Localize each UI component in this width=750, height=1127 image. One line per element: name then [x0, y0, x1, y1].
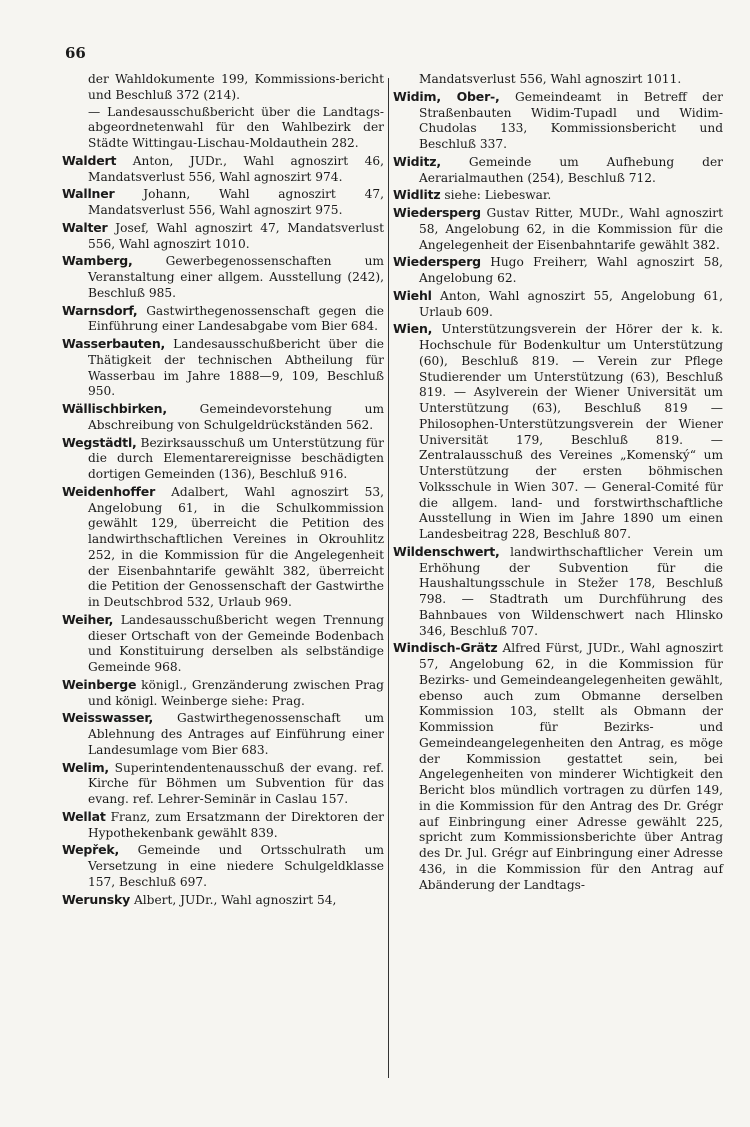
entry-text: Franz, zum Ersatzmann der Direktoren der Hypothekenbank gewählt 839. [88, 809, 384, 840]
entry-headword: Wiedersperg [393, 205, 481, 220]
entry-headword: Werunsky [62, 891, 131, 907]
entry-headword: Wasserbauten, [62, 336, 166, 351]
index-entry [62, 253, 384, 301]
entry-text: Gustav Ritter, MUDr., Wahl agnoszirt 58, Angelobung 62, in die Kommission für die Angelegenheit der Eisenbahntarife gewählt 382. [419, 206, 723, 252]
entry-headword: Widim, Ober-, [393, 88, 500, 104]
entry-text: Unterstützungsverein der Hörer der k. k. Hochschule für Bodenkultur um Unterstützung (60), Beschluß 819. — Verein zur Pflege Studierender um Unterstützung (63), Beschluß 819. — Asylverein der Wiener Universität um Unterstützung (63), Beschluß 819 — Philosophen-Unterstützungsverein der Wiener Universität 179, Beschluß 819. — Zentralausschuß des Vereines „Komenský“ um Unterstützung der ersten böhmischen Volksschule in Wien 307. — General-Comité für die allgem. land- und forstwirthschaftliche Ausstellung in Wien im Jahre 1890 um einen Landesbeitrag 228, Beschluß 807. [419, 322, 723, 541]
index-entry [62, 336, 384, 400]
entry-text: Gastwirthegenossenschaft gegen die Einführung einer Landesabgabe vom Bier 684. [88, 303, 385, 334]
index-entry [393, 288, 723, 321]
entry-text: Mandatsverlust 556, Wahl agnoszirt 1011. [419, 72, 682, 86]
entry-headword: Windisch-Grätz [393, 640, 498, 656]
index-entry [393, 321, 723, 543]
entry-text: Anton, Wahl agnoszirt 55, Angelobung 61, Urlaub 609. [419, 288, 723, 319]
entry-headword: Wiehl [393, 287, 432, 303]
index-column-left [62, 72, 384, 909]
entry-headword: Warnsdorf, [62, 302, 138, 318]
entry-headword: Weiher, [62, 611, 114, 627]
entry-text: Adalbert, Wahl agnoszirt 53, Angelobung 61, in die Schulkommission gewählt 129, überreicht die Petition des landwirthschaftlichen Vereines in Okrouhlitz 252, in die Kommission für die Angelegenheit der Eisenbahntarife gewählt 382, überreicht die Petition der Genossenschaft der Gastwirthe in Deutschbrod 532, Urlaub 969. [88, 484, 385, 609]
entry-headword: Widitz, [393, 153, 441, 169]
index-entry [62, 484, 384, 611]
entry-headword: Wiedersperg [393, 254, 481, 270]
entry-text: königl., Grenzänderung zwischen Prag und königl. Weinberge siehe: Prag. [88, 677, 384, 708]
entry-text: Gemeindeamt in Betreff der Straßenbauten Widim-Tupadl und Widim-Chudolas 133, Kommissionsbericht und Beschluß 337. [419, 89, 723, 151]
entry-text: Gemeinde und Ortsschulrath um Versetzung in eine niedere Schulgeldklasse 157, Beschluß 697. [88, 843, 384, 889]
entry-headword: Wien, [393, 321, 433, 337]
index-entry [62, 105, 384, 152]
entry-headword: Wepřek, [62, 842, 120, 858]
entry-text: — Landesausschußbericht über die Landtags-abgeordnetenwahl für den Wahlbezirk der Städte Wittingau-Lischau-Moldauthein 282. [88, 104, 384, 150]
index-entry [393, 544, 723, 640]
entry-headword: Weidenhoffer [62, 483, 156, 499]
entry-text: Bezirksausschuß um Unterstützung für die durch Elementarereignisse beschädigten dortigen Gemeinden (136), Beschluß 916. [88, 435, 385, 481]
entry-text: Alfred Fürst, JUDr., Wahl agnoszirt 57, Angelobung 62, in die Kommission für Bezirks- und Gemeindeangelegenheiten gewählt, ebenso auch zum Obmanne derselben Kommission 103, stellt als Obmann der Kommission für Bezirks- und Gemeindeangelegenheiten den Antrag, es möge der Kommission gestattet sein, bei Angelegenheiten von minderer Wichtigkeit den Bericht blos mündlich vortragen zu dürfen 149, in die Kommission für den Antrag des Dr. Grégr auf Einbringung einer Adresse gewählt 225, spricht zum Kommissionsberichte über Antrag des Dr. Jul. Grégr auf Einbringung einer Adresse 436, in die Kommission für den Antrag auf Abänderung der Landtags- [419, 641, 723, 892]
index-entry [62, 401, 384, 434]
index-entry [62, 153, 384, 186]
index-entry [62, 809, 384, 842]
entry-text: Josef, Wahl agnoszirt 47, Mandatsverlust 556, Wahl agnoszirt 1010. [88, 220, 384, 251]
index-entry [393, 72, 723, 88]
entry-text: Gastwirthegenossenschaft um Ablehnung des Antrages auf Einführung einer Landesumlage vom Bier 683. [88, 711, 384, 757]
index-entry [393, 205, 723, 253]
entry-text: der Wahldokumente 199, Kommissions-bericht und Beschluß 372 (214). [88, 72, 384, 102]
entry-headword: Weinberge [62, 676, 137, 692]
index-entry [62, 677, 384, 710]
index-entry [393, 640, 723, 893]
index-entry [62, 72, 384, 104]
index-entry [393, 154, 723, 187]
entry-text: Gewerbegenossenschaften um Veranstaltung einer allgem. Ausstellung (242), Beschluß 985. [88, 254, 384, 300]
index-entry [62, 435, 384, 483]
column-divider [388, 78, 389, 1078]
entry-headword: Welim, [62, 759, 109, 775]
page-number: 66 [65, 44, 86, 62]
entry-text: landwirthschaftlicher Verein um Erhöhung der Subvention für die Haushaltungsschule in Stežer 178, Beschluß 798. — Stadtrath um Durchführung des Bahnbaues von Wildenschwert nach Hlinsko 346, Beschluß 707. [419, 544, 723, 638]
entry-text: Landesausschußbericht wegen Trennung dieser Ortschaft von der Gemeinde Bodenbach und Konstituirung derselben als selbständige Gemeinde 968. [88, 612, 384, 674]
entry-headword: Wildenschwert, [393, 543, 500, 559]
entry-headword: Wellat [62, 808, 106, 824]
entry-text: Albert, JUDr., Wahl agnoszirt 54, [133, 892, 337, 907]
entry-headword: Wällischbirken, [62, 401, 167, 416]
entry-text: siehe: Liebeswar. [444, 188, 552, 203]
entry-headword: Wegstädtl, [62, 434, 137, 450]
entry-text: Anton, JUDr., Wahl agnoszirt 46, Mandatsverlust 556, Wahl agnoszirt 974. [88, 153, 384, 184]
index-entry [62, 186, 384, 219]
index-entry [393, 254, 723, 287]
entry-text: Johann, Wahl agnoszirt 47, Mandatsverlust 556, Wahl agnoszirt 975. [88, 187, 384, 217]
index-entry [62, 760, 384, 808]
entry-headword: Widlitz [393, 187, 441, 203]
entry-headword: Weisswasser, [62, 710, 154, 726]
index-entry [62, 710, 384, 758]
index-entry [393, 89, 723, 153]
entry-headword: Wamberg, [62, 253, 133, 269]
index-entry [62, 303, 384, 336]
entry-text: Hugo Freiherr, Wahl agnoszirt 58, Angelobung 62. [419, 255, 723, 285]
index-entry [62, 842, 384, 890]
entry-text: Gemeindevorstehung um Abschreibung von Schulgeldrückständen 562. [88, 402, 384, 432]
index-entry [62, 892, 384, 909]
entry-text: Superintendentenausschuß der evang. ref. Kirche für Böhmen um Subvention für das evang. ref. Lehrer-Seminär in Caslau 157. [88, 760, 385, 806]
index-entry [393, 187, 723, 204]
entry-headword: Wallner [62, 186, 115, 202]
entry-headword: Walter [62, 219, 108, 235]
index-entry [62, 612, 384, 676]
index-column-right [393, 72, 723, 894]
index-entry [62, 220, 384, 253]
entry-text: Gemeinde um Aufhebung der Aerarialmauthen (254), Beschluß 712. [419, 154, 724, 185]
entry-headword: Waldert [62, 152, 117, 168]
entry-text: Landesausschußbericht über die Thätigkeit der technischen Abtheilung für Wasserbau im Jahre 1888—9, 109, Beschluß 950. [88, 337, 384, 399]
